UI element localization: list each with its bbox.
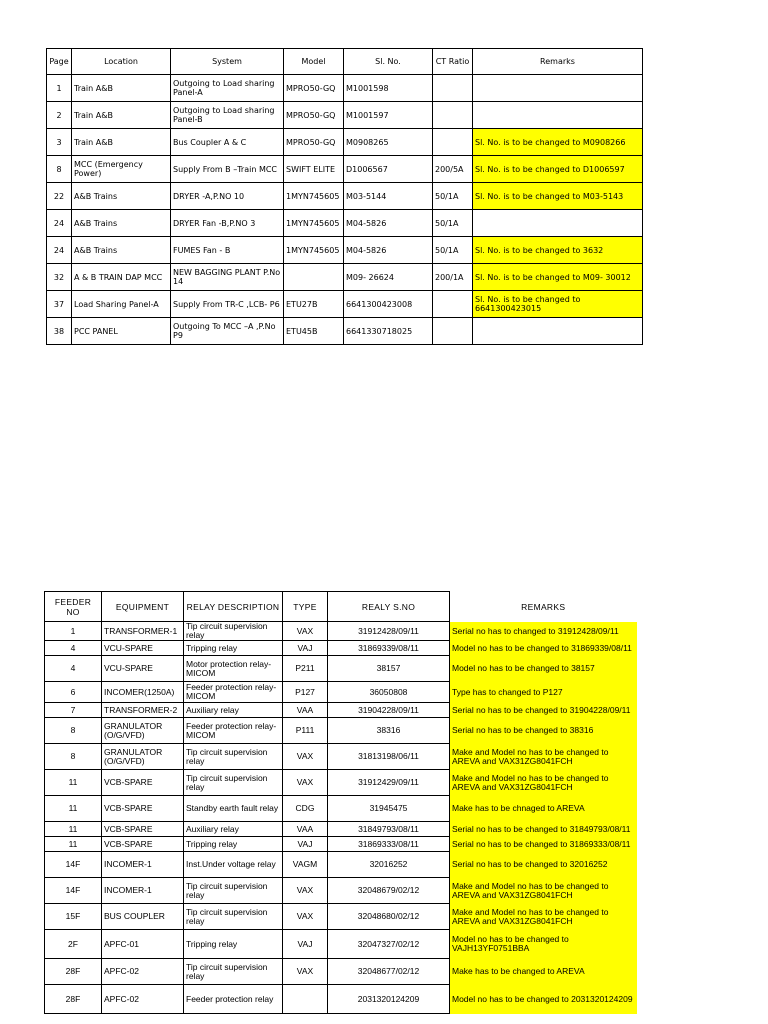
equipment-cell: INCOMER-1 [102, 878, 184, 904]
feeder-no-cell: 28F [45, 959, 102, 985]
page-cell: 24 [47, 210, 72, 237]
header-feeder-no: FEEDER NO [45, 592, 102, 622]
relay-sno-cell: 32016252 [328, 852, 450, 878]
feeder-no-cell: 4 [45, 656, 102, 682]
relay-description-cell: Feeder protection relay-MICOM [184, 718, 283, 744]
table-row [47, 237, 643, 264]
sl-no-cell: M03-5144 [344, 183, 433, 210]
ct-ratio-cell [433, 75, 473, 102]
relay-sno-cell: 31813198/06/11 [328, 744, 450, 770]
sl-no-cell: M1001598 [344, 75, 433, 102]
relay-description-cell: Standby earth fault relay [184, 796, 283, 822]
table-row [45, 622, 637, 641]
remarks-cell: Sl. No. is to be changed to 6641300423015 [473, 291, 643, 318]
type-cell [283, 985, 328, 1014]
equipment-cell: BUS COUPLER [102, 904, 184, 930]
ct-ratio-cell: 50/1A [433, 210, 473, 237]
type-cell: VAA [283, 703, 328, 718]
relay-description-cell: Tip circuit supervision relay [184, 959, 283, 985]
system-cell: Bus Coupler A & C [171, 129, 284, 156]
sl-no-cell: M04-5826 [344, 210, 433, 237]
table-row [45, 904, 637, 930]
ct-ratio-cell [433, 129, 473, 156]
type-cell: VAX [283, 622, 328, 641]
relay-sno-cell: 2031320124209 [328, 985, 450, 1014]
relay-description-cell: Feeder protection relay-MICOM [184, 682, 283, 703]
header-sl-no: Sl. No. [344, 49, 433, 75]
table-row [47, 264, 643, 291]
table-row [47, 156, 643, 183]
table2-header-row [45, 592, 637, 622]
relay-description-cell: Tripping relay [184, 930, 283, 959]
feeder-no-cell: 15F [45, 904, 102, 930]
page-cell: 8 [47, 156, 72, 183]
remarks-cell: Serial no has to be changed to 31849793/08/11 [450, 822, 637, 837]
relay-description-cell: Tip circuit supervision relay [184, 622, 283, 641]
table-row [45, 641, 637, 656]
relay-description-cell: Tip circuit supervision relay [184, 770, 283, 796]
relay-remarks-table-2 [44, 591, 637, 1014]
equipment-cell: APFC-02 [102, 985, 184, 1014]
sl-no-cell: M0908265 [344, 129, 433, 156]
remarks-cell [473, 210, 643, 237]
remarks-cell: Make and Model no has to be changed to AREVA and VAX31ZG8041FCH [450, 904, 637, 930]
system-cell: Outgoing to Load sharing Panel-B [171, 102, 284, 129]
remarks-cell: Make has to be changed to AREVA [450, 959, 637, 985]
header-location: Location [72, 49, 171, 75]
type-cell: P111 [283, 718, 328, 744]
relay-description-cell: Tip circuit supervision relay [184, 904, 283, 930]
feeder-no-cell: 11 [45, 796, 102, 822]
header-ct-ratio: CT Ratio [433, 49, 473, 75]
remarks-cell: Sl. No. is to be changed to M0908266 [473, 129, 643, 156]
ct-ratio-cell [433, 318, 473, 345]
feeder-no-cell: 1 [45, 622, 102, 641]
remarks-cell: Sl. No. is to be changed to 3632 [473, 237, 643, 264]
table-row [45, 822, 637, 837]
table-row [45, 682, 637, 703]
ct-ratio-cell: 50/1A [433, 237, 473, 264]
system-cell: Outgoing To MCC –A ,P.No P9 [171, 318, 284, 345]
remarks-cell: Make and Model no has to be changed to AREVA and VAX31ZG8041FCH [450, 878, 637, 904]
sl-no-cell: 6641330718025 [344, 318, 433, 345]
equipment-cell: VCB-SPARE [102, 796, 184, 822]
ct-ratio-cell: 200/1A [433, 264, 473, 291]
equipment-cell: APFC-01 [102, 930, 184, 959]
relay-description-cell: Auxiliary relay [184, 703, 283, 718]
equipment-cell: VCB-SPARE [102, 770, 184, 796]
location-cell: A&B Trains [72, 210, 171, 237]
table-row [47, 102, 643, 129]
header-relay-description: RELAY DESCRIPTION [184, 592, 283, 622]
relay-description-cell: Motor protection relay-MICOM [184, 656, 283, 682]
location-cell: A&B Trains [72, 183, 171, 210]
remarks-cell [473, 102, 643, 129]
relay-sno-cell: 32048677/02/12 [328, 959, 450, 985]
model-cell: MPRO50-GQ [284, 129, 344, 156]
equipment-cell: GRANULATOR (O/G/VFD) [102, 744, 184, 770]
table-row [47, 183, 643, 210]
table-row [45, 985, 637, 1014]
type-cell: CDG [283, 796, 328, 822]
relay-description-cell: Tripping relay [184, 641, 283, 656]
table-row [45, 837, 637, 852]
remarks-cell [473, 318, 643, 345]
table1-header-row [47, 49, 643, 75]
relay-sno-cell: 31869339/08/11 [328, 641, 450, 656]
feeder-no-cell: 14F [45, 878, 102, 904]
remarks-cell: Model no has to be changed to 31869339/08/11 [450, 641, 637, 656]
type-cell: VAX [283, 878, 328, 904]
model-cell: SWIFT ELITE [284, 156, 344, 183]
location-cell: Train A&B [72, 102, 171, 129]
relay-sno-cell: 32048680/02/12 [328, 904, 450, 930]
remarks-cell: Make and Model no has to be changed to AREVA and VAX31ZG8041FCH [450, 770, 637, 796]
relay-description-cell: Tripping relay [184, 837, 283, 852]
type-cell: VAX [283, 959, 328, 985]
table-row [45, 770, 637, 796]
page-cell: 2 [47, 102, 72, 129]
relay-sno-cell: 32048679/02/12 [328, 878, 450, 904]
equipment-cell: TRANSFORMER-2 [102, 703, 184, 718]
model-cell: 1MYN745605 [284, 183, 344, 210]
equipment-cell: VCU-SPARE [102, 641, 184, 656]
remarks-cell: Make and Model no has to be changed to AREVA and VAX31ZG8041FCH [450, 744, 637, 770]
feeder-no-cell: 11 [45, 822, 102, 837]
page-cell: 32 [47, 264, 72, 291]
feeder-no-cell: 4 [45, 641, 102, 656]
system-cell: DRYER -A,P.NO 10 [171, 183, 284, 210]
remarks-cell: Serial no has to be changed to 32016252 [450, 852, 637, 878]
remarks-cell: Serial no has to be changed to 38316 [450, 718, 637, 744]
table-row [45, 878, 637, 904]
feeder-no-cell: 11 [45, 837, 102, 852]
feeder-no-cell: 14F [45, 852, 102, 878]
remarks-cell: Type has to changed to P127 [450, 682, 637, 703]
remarks-cell: Model no has to be changed to 2031320124209 [450, 985, 637, 1014]
header-system: System [171, 49, 284, 75]
ct-ratio-cell: 50/1A [433, 183, 473, 210]
system-cell: FUMES Fan - B [171, 237, 284, 264]
equipment-cell: VCB-SPARE [102, 822, 184, 837]
page-cell: 38 [47, 318, 72, 345]
sl-no-cell: D1006567 [344, 156, 433, 183]
relay-description-cell: Tip circuit supervision relay [184, 878, 283, 904]
location-cell: Load Sharing Panel-A [72, 291, 171, 318]
relay-sno-cell: 31869333/08/11 [328, 837, 450, 852]
sl-no-cell: M1001597 [344, 102, 433, 129]
ct-ratio-cell [433, 102, 473, 129]
remarks-cell: Model no has to be changed to VAJH13YF0751BBA [450, 930, 637, 959]
table-row [47, 210, 643, 237]
relay-description-cell: Feeder protection relay [184, 985, 283, 1014]
relay-sno-cell: 31945475 [328, 796, 450, 822]
type-cell: P127 [283, 682, 328, 703]
location-cell: MCC (Emergency Power) [72, 156, 171, 183]
system-cell: Supply From TR-C ,LCB- P6 [171, 291, 284, 318]
header-type: TYPE [283, 592, 328, 622]
relay-description-cell: Tip circuit supervision relay [184, 744, 283, 770]
equipment-cell: APFC-02 [102, 959, 184, 985]
header-equipment: EQUIPMENT [102, 592, 184, 622]
relay-sno-cell: 38157 [328, 656, 450, 682]
feeder-no-cell: 8 [45, 744, 102, 770]
location-cell: PCC PANEL [72, 318, 171, 345]
remarks-cell: Serial no has to changed to 31912428/09/11 [450, 622, 637, 641]
system-cell: Outgoing to Load sharing Panel-A [171, 75, 284, 102]
relay-sno-cell: 32047327/02/12 [328, 930, 450, 959]
relay-remarks-table-1 [46, 48, 643, 345]
remarks-cell: Sl. No. is to be changed to M09- 30012 [473, 264, 643, 291]
header-realy-sno: REALY S.NO [328, 592, 450, 622]
equipment-cell: TRANSFORMER-1 [102, 622, 184, 641]
remarks-cell: Serial no has to be changed to 31869333/08/11 [450, 837, 637, 852]
remarks-cell: Make has to be chnaged to AREVA [450, 796, 637, 822]
model-cell: 1MYN745605 [284, 237, 344, 264]
table-row [45, 656, 637, 682]
location-cell: A&B Trains [72, 237, 171, 264]
feeder-no-cell: 7 [45, 703, 102, 718]
header-remarks: Remarks [473, 49, 643, 75]
table-row [47, 75, 643, 102]
equipment-cell: VCU-SPARE [102, 656, 184, 682]
relay-sno-cell: 36050808 [328, 682, 450, 703]
table-row [47, 291, 643, 318]
feeder-no-cell: 11 [45, 770, 102, 796]
model-cell: MPRO50-GQ [284, 75, 344, 102]
relay-description-cell: Auxiliary relay [184, 822, 283, 837]
type-cell: VAX [283, 744, 328, 770]
table-row [47, 129, 643, 156]
page-cell: 1 [47, 75, 72, 102]
relay-sno-cell: 31912429/09/11 [328, 770, 450, 796]
type-cell: VAA [283, 822, 328, 837]
ct-ratio-cell [433, 291, 473, 318]
location-cell: Train A&B [72, 75, 171, 102]
type-cell: VAJ [283, 930, 328, 959]
model-cell [284, 264, 344, 291]
remarks-cell: Serial no has to be changed to 31904228/09/11 [450, 703, 637, 718]
equipment-cell: INCOMER(1250A) [102, 682, 184, 703]
type-cell: VAJ [283, 837, 328, 852]
remarks-cell: Sl. No. is to be changed to D1006597 [473, 156, 643, 183]
system-cell: NEW BAGGING PLANT P.No 14 [171, 264, 284, 291]
system-cell: Supply From B –Train MCC [171, 156, 284, 183]
feeder-no-cell: 2F [45, 930, 102, 959]
relay-description-cell: Inst.Under voltage relay [184, 852, 283, 878]
type-cell: VAGM [283, 852, 328, 878]
type-cell: P211 [283, 656, 328, 682]
equipment-cell: GRANULATOR (O/G/VFD) [102, 718, 184, 744]
table-row [45, 930, 637, 959]
remarks-cell: Sl. No. is to be changed to M03-5143 [473, 183, 643, 210]
relay-sno-cell: 31904228/09/11 [328, 703, 450, 718]
table-row [45, 796, 637, 822]
table-row [45, 744, 637, 770]
page-cell: 37 [47, 291, 72, 318]
feeder-no-cell: 28F [45, 985, 102, 1014]
table-row [45, 703, 637, 718]
table-row [47, 318, 643, 345]
table-row [45, 718, 637, 744]
location-cell: A & B TRAIN DAP MCC [72, 264, 171, 291]
model-cell: ETU27B [284, 291, 344, 318]
remarks-cell: Model no has to be changed to 38157 [450, 656, 637, 682]
remarks-cell [473, 75, 643, 102]
type-cell: VAX [283, 770, 328, 796]
header-remarks: REMARKS [450, 592, 637, 622]
relay-sno-cell: 31912428/09/11 [328, 622, 450, 641]
sl-no-cell: M04-5826 [344, 237, 433, 264]
type-cell: VAJ [283, 641, 328, 656]
page-cell: 24 [47, 237, 72, 264]
sl-no-cell: M09- 26624 [344, 264, 433, 291]
sl-no-cell: 6641300423008 [344, 291, 433, 318]
location-cell: Train A&B [72, 129, 171, 156]
page-cell: 3 [47, 129, 72, 156]
header-page: Page [47, 49, 72, 75]
relay-sno-cell: 31849793/08/11 [328, 822, 450, 837]
header-model: Model [284, 49, 344, 75]
page-cell: 22 [47, 183, 72, 210]
equipment-cell: INCOMER-1 [102, 852, 184, 878]
system-cell: DRYER Fan -B,P.NO 3 [171, 210, 284, 237]
feeder-no-cell: 8 [45, 718, 102, 744]
ct-ratio-cell: 200/5A [433, 156, 473, 183]
model-cell: MPRO50-GQ [284, 102, 344, 129]
equipment-cell: VCB-SPARE [102, 837, 184, 852]
model-cell: ETU45B [284, 318, 344, 345]
table-row [45, 959, 637, 985]
table-row [45, 852, 637, 878]
model-cell: 1MYN745605 [284, 210, 344, 237]
feeder-no-cell: 6 [45, 682, 102, 703]
relay-sno-cell: 38316 [328, 718, 450, 744]
type-cell: VAX [283, 904, 328, 930]
